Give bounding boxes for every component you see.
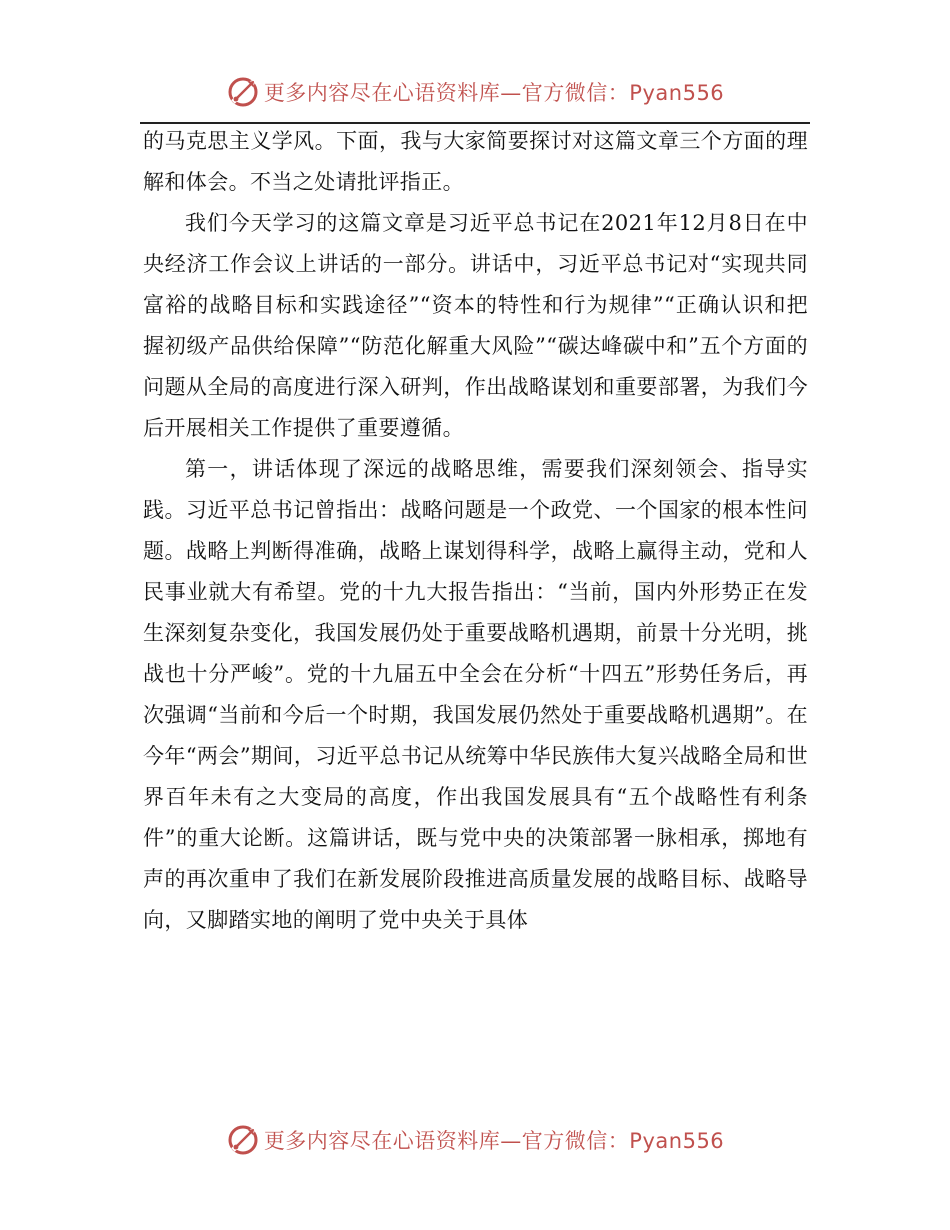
paragraph-1: 的马克思主义学风。下面，我与大家简要探讨对这篇文章三个方面的理解和体会。不当之处请批评指正。 [143,129,808,194]
paragraph-2: 我们今天学习的这篇文章是习近平总书记在2021年12月8日在中央经济工作会议上讲话的一部分。讲话中，习近平总书记对“实现共同富裕的战略目标和实践途径”“资本的特性和行为规律”“正确认识和把握初级产品供给保障”“防范化解重大风险”“碳达峰碳中和”五个方面的问题从全局的高度进行深入研判，作出战略谋划和重要部署，为我们今后开展相关工作提供了重要遵循。 [143,211,808,440]
document-body [143,121,808,941]
footer-watermark-text: 更多内容尽在心语资料库—官方微信：Pyan556 [263,1129,725,1153]
paragraph-3: 第一，讲话体现了深远的战略思维，需要我们深刻领会、指导实践。习近平总书记曾指出：战略问题是一个政党、一个国家的根本性问题。战略上判断得准确，战略上谋划得科学，战略上赢得主动，党和人民事业就大有希望。党的十九大报告指出：“当前，国内外形势正在发生深刻复杂变化，我国发展仍处于重要战略机遇期，前景十分光明，挑战也十分严峻”。党的十九届五中全会在分析“十四五”形势任务后，再次强调“当前和今后一个时期，我国发展仍然处于重要战略机遇期”。在今年“两会”期间，习近平总书记从统筹中华民族伟大复兴战略全局和世界百年未有之大变局的高度，作出我国发展具有“五个战略性有利条件”的重大论断。这篇讲话，既与党中央的决策部署一脉相承，掷地有声的再次重申了我们在新发展阶段推进高质量发展的战略目标、战略导向，又脚踏实地的阐明了党中央关于具体 [143,457,808,932]
header-watermark [0,72,950,112]
footer-watermark [0,1120,950,1160]
brush-logo-icon [226,1123,260,1157]
header-watermark-text: 更多内容尽在心语资料库—官方微信：Pyan556 [263,81,725,105]
brush-logo-icon [226,75,260,109]
